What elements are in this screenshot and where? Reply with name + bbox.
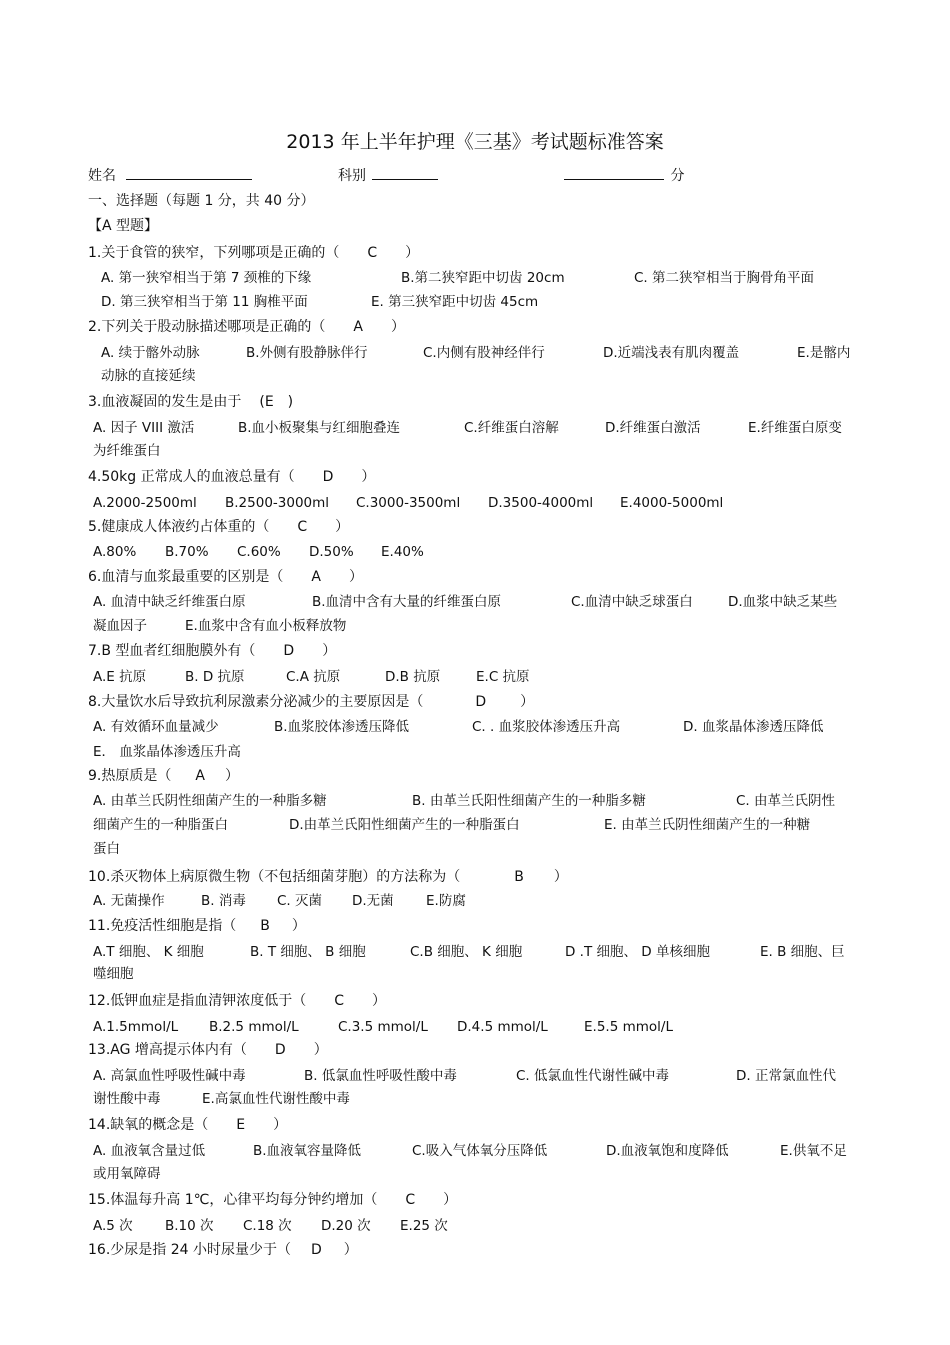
question-13: 13.AG 增高提示体内有（ D ）: [88, 1042, 328, 1058]
option: C.内侧有股神经伴行: [423, 345, 545, 361]
option: C.18 次: [243, 1218, 292, 1234]
option: 凝血因子: [93, 618, 147, 634]
option: E.25 次: [400, 1218, 448, 1234]
option: B.2.5 mmol/L: [209, 1019, 299, 1035]
option: A.1.5mmol/L: [93, 1019, 179, 1035]
option: B.血液氧容量降低: [253, 1143, 362, 1159]
answer: C: [405, 1192, 416, 1208]
option: D.20 次: [321, 1218, 371, 1234]
option: A.T 细胞、 K 细胞: [93, 944, 204, 960]
dept-label: 科别: [338, 168, 366, 184]
option: D .T 细胞、 D 单核细胞: [565, 944, 710, 960]
option: D.近端浅表有肌肉覆盖: [603, 345, 740, 361]
question-stem: 1.关于食管的狭窄，下列哪项是正确的（: [88, 245, 340, 261]
option: C. 灭菌: [277, 893, 323, 909]
question-8: 8.大量饮水后导致抗利尿激素分泌减少的主要原因是（ D ）: [88, 694, 535, 710]
option: A. 续于髂外动脉: [101, 345, 200, 361]
option: E. B 细胞、巨: [760, 944, 845, 960]
option: E.高氯血性代谢性酸中毒: [202, 1091, 350, 1107]
answer: B: [514, 869, 524, 885]
option: A. 高氯血性呼吸性碱中毒: [93, 1068, 246, 1084]
option: C.血清中缺乏球蛋白: [571, 594, 693, 610]
answer: A: [311, 569, 321, 585]
question-stem: 16.少尿是指 24 小时尿量少于（: [88, 1242, 291, 1258]
option: C. 由革兰氏阴性: [736, 793, 836, 809]
option: B.血清中含有大量的纤维蛋白原: [312, 594, 502, 610]
question-7: 7.B 型血者红细胞膜外有（ D ）: [88, 643, 337, 659]
question-5: 5.健康成人体液约占体重的（ C ）: [88, 519, 350, 535]
option: B.血浆胶体渗透压降低: [274, 719, 410, 735]
option: A. 无菌操作: [93, 893, 165, 909]
option: 为纤维蛋白: [93, 443, 161, 459]
option: A. 因子 VIII 激活: [93, 420, 195, 436]
score-blank: [564, 165, 664, 180]
option: C. 低氯血性代谢性碱中毒: [516, 1068, 670, 1084]
option: C. 第二狭窄相当于胸骨角平面: [634, 270, 815, 286]
option: A. 血清中缺乏纤维蛋白原: [93, 594, 246, 610]
question-14: 14.缺氧的概念是（ E ）: [88, 1117, 288, 1133]
option: D.4.5 mmol/L: [457, 1019, 548, 1035]
answer: E: [236, 1117, 246, 1133]
option: A. 有效循环血量减少: [93, 719, 219, 735]
option: E.40%: [381, 544, 424, 560]
option: A.E 抗原: [93, 669, 147, 685]
answer: D: [322, 469, 334, 485]
answer: C: [297, 519, 308, 535]
option: E.C 抗原: [476, 669, 530, 685]
option: 细菌产生的一种脂蛋白: [93, 817, 228, 833]
question-stem: 4.50kg 正常成人的血液总量有（: [88, 469, 295, 485]
option: E.纤维蛋白原变: [748, 420, 842, 436]
question-6: 6.血清与血浆最重要的区别是（ A ）: [88, 569, 363, 585]
option: D.血液氧饱和度降低: [606, 1143, 729, 1159]
option: A.5 次: [93, 1218, 133, 1234]
option: B. 消毒: [201, 893, 246, 909]
option: E.血浆中含有血小板释放物: [185, 618, 347, 634]
option: D. 正常氯血性代: [736, 1068, 836, 1084]
option: B. D 抗原: [185, 669, 245, 685]
answer: C: [334, 993, 345, 1009]
option: D.由革兰氏阳性细菌产生的一种脂蛋白: [289, 817, 520, 833]
option: E.是髂内: [797, 345, 851, 361]
answer: (E: [259, 394, 274, 410]
question-stem: 14.缺氧的概念是（: [88, 1117, 209, 1133]
option: B.2500-3000ml: [225, 495, 330, 511]
option: D.血浆中缺乏某些: [728, 594, 838, 610]
answer: A: [195, 768, 205, 784]
answer: D: [475, 694, 487, 710]
option: E.4000-5000ml: [620, 495, 724, 511]
option: B. 低氯血性呼吸性酸中毒: [304, 1068, 457, 1084]
option: A. 血液氧含量过低: [93, 1143, 206, 1159]
question-stem: 5.健康成人体液约占体重的（: [88, 519, 270, 535]
option: D.50%: [309, 544, 354, 560]
option: 蛋白: [93, 841, 120, 857]
page-title: 2013 年上半年护理《三基》考试题标准答案: [286, 131, 664, 153]
name-blank: [126, 165, 252, 180]
option: C.3.5 mmol/L: [338, 1019, 428, 1035]
question-3: 3.血液凝固的发生是由于 (E ): [88, 394, 294, 410]
question-stem: 11.免疫活性细胞是指（: [88, 918, 237, 934]
option: C.吸入气体氧分压降低: [412, 1143, 548, 1159]
option: C.3000-3500ml: [356, 495, 461, 511]
section-heading: 一、选择题（每题 1 分，共 40 分）: [88, 193, 315, 209]
option: B.70%: [165, 544, 209, 560]
question-2: 2.下列关于股动脉描述哪项是正确的（ A ）: [88, 319, 405, 335]
option: B. 由革兰氏阳性细菌产生的一种脂多糖: [412, 793, 646, 809]
question-stem: 3.血液凝固的发生是由于: [88, 394, 242, 410]
option: 或用氧障碍: [93, 1166, 161, 1182]
answer: C: [367, 245, 378, 261]
option: B.10 次: [165, 1218, 214, 1234]
option: 动脉的直接延续: [101, 368, 196, 384]
option: E.5.5 mmol/L: [584, 1019, 673, 1035]
question-11: 11.免疫活性细胞是指（ B ）: [88, 918, 306, 934]
question-12: 12.低钾血症是指血清钾浓度低于（ C ）: [88, 993, 387, 1009]
option: C.纤维蛋白溶解: [464, 420, 559, 436]
question-stem: 15.体温每升高 1℃，心律平均每分钟约增加（: [88, 1192, 378, 1208]
dept-blank: [372, 165, 438, 180]
option: A.80%: [93, 544, 137, 560]
question-stem: 9.热原质是（: [88, 768, 172, 784]
option: E. 由革兰氏阴性细菌产生的一种糖: [604, 817, 811, 833]
question-10: 10.杀灭物体上病原微生物（不包括细菌芽胞）的方法称为（ B ）: [88, 869, 568, 885]
option: D.纤维蛋白激活: [605, 420, 701, 436]
option: D.无菌: [352, 893, 394, 909]
option: D. 血浆晶体渗透压降低: [683, 719, 824, 735]
question-stem: 8.大量饮水后导致抗利尿激素分泌减少的主要原因是（: [88, 694, 424, 710]
option: A.2000-2500ml: [93, 495, 197, 511]
answer: D: [274, 1042, 286, 1058]
option: B.外侧有股静脉伴行: [246, 345, 368, 361]
option: B.第二狭窄距中切齿 20cm: [401, 270, 565, 286]
question-1: 1.关于食管的狭窄，下列哪项是正确的（ C ）: [88, 245, 420, 261]
option: 谢性酸中毒: [93, 1091, 161, 1107]
option: D.3500-4000ml: [488, 495, 594, 511]
question-16: 16.少尿是指 24 小时尿量少于（ D ）: [88, 1242, 358, 1258]
option: E.防腐: [426, 893, 466, 909]
question-stem: 13.AG 增高提示体内有（: [88, 1042, 247, 1058]
question-stem: 7.B 型血者红细胞膜外有（: [88, 643, 256, 659]
answer: D: [283, 643, 295, 659]
option: A. 第一狭窄相当于第 7 颈椎的下缘: [101, 270, 312, 286]
option: E. 第三狭窄距中切齿 45cm: [371, 294, 539, 310]
option: E.供氧不足: [780, 1143, 847, 1159]
option: C.60%: [237, 544, 281, 560]
answer: D: [310, 1242, 322, 1258]
option: A. 由革兰氏阴性细菌产生的一种脂多糖: [93, 793, 327, 809]
answer: A: [353, 319, 363, 335]
option: C. . 血浆胶体渗透压升高: [472, 719, 621, 735]
score-field: [564, 165, 684, 186]
question-stem: 2.下列关于股动脉描述哪项是正确的（: [88, 319, 326, 335]
question-stem: 12.低钾血症是指血清钾浓度低于（: [88, 993, 307, 1009]
option: D. 第三狭窄相当于第 11 胸椎平面: [101, 294, 308, 310]
question-15: 15.体温每升高 1℃，心律平均每分钟约增加（ C ）: [88, 1192, 458, 1208]
name-field: [88, 165, 252, 186]
answer: B: [260, 918, 270, 934]
question-9: 9.热原质是（ A ）: [88, 768, 239, 784]
option: B. T 细胞、 B 细胞: [250, 944, 366, 960]
option: C.A 抗原: [286, 669, 341, 685]
dept-field: [338, 165, 438, 186]
option: D.B 抗原: [385, 669, 441, 685]
option: E． 血浆晶体渗透压升高: [93, 744, 241, 760]
option: C.B 细胞、 K 细胞: [410, 944, 523, 960]
option: B.血小板聚集与红细胞叠连: [238, 420, 401, 436]
question-stem: 6.血清与血浆最重要的区别是（: [88, 569, 284, 585]
subsection-heading: 【A 型题】: [88, 218, 159, 234]
option: 噬细胞: [93, 966, 134, 982]
question-stem: 10.杀灭物体上病原微生物（不包括细菌芽胞）的方法称为（: [88, 869, 461, 885]
name-label: 姓名: [88, 168, 116, 184]
score-label: 分: [670, 168, 685, 184]
question-4: 4.50kg 正常成人的血液总量有（ D ）: [88, 469, 376, 485]
